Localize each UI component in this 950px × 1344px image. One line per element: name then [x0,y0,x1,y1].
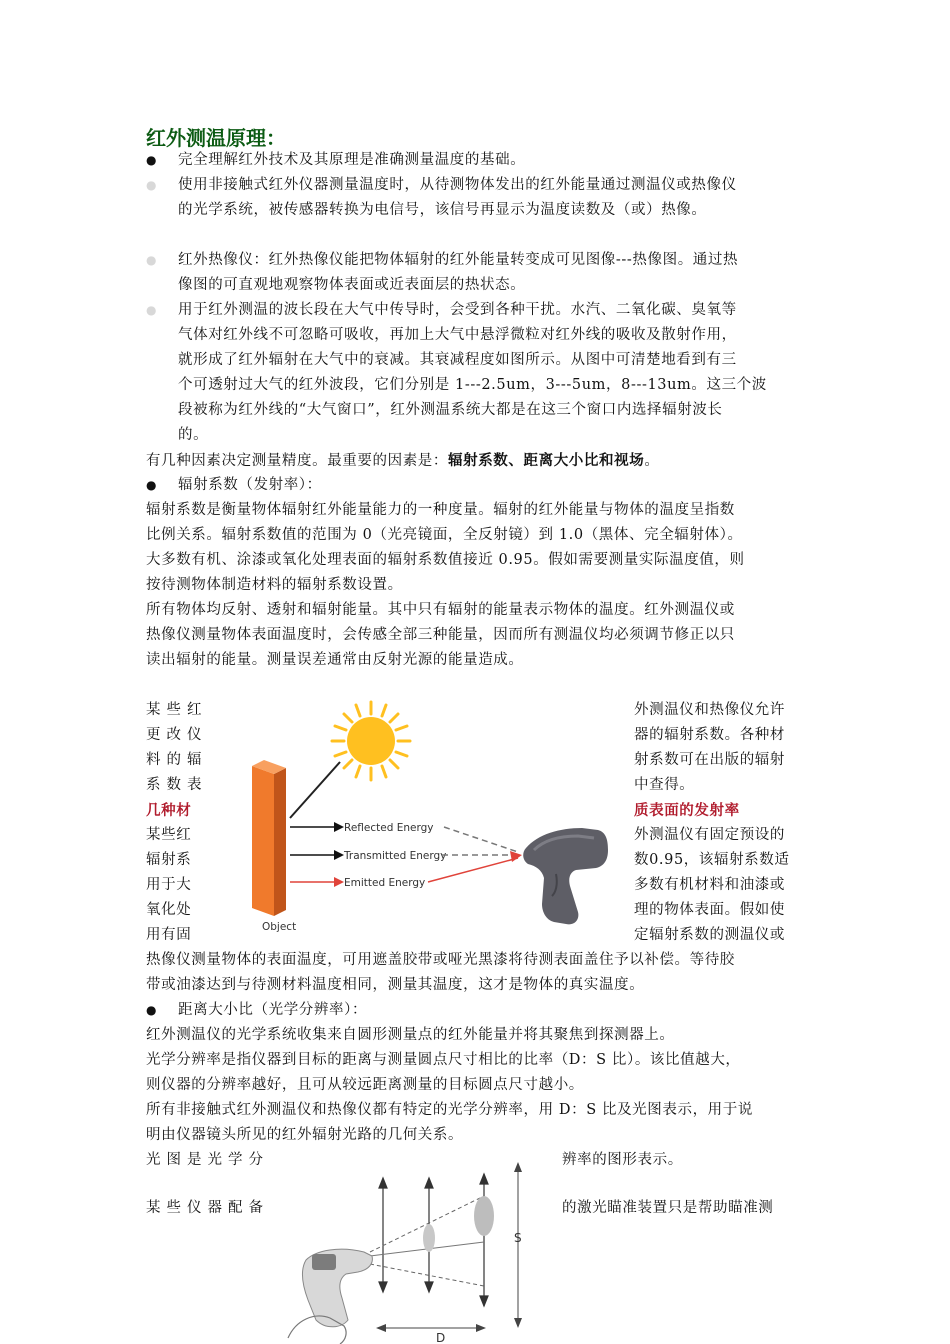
wrap-left-text: 辐射系 [146,852,192,868]
wrap-left-text: 更改仪 [146,727,208,743]
near-spot [423,1224,435,1252]
d-label: D [436,1331,446,1344]
emphasis-text: 辐射系数、距离大小比和视场 [448,452,645,469]
wrap-right-text: 定辐射系数的测温仪或 [634,927,785,943]
paragraph-text: 所有物体均反射、透射和辐射能量。其中只有辐射的能量表示物体的温度。红外测温仪或 [146,602,735,618]
paragraph-text: 像图的可直观地观察物体表面或近表面层的热状态。 [178,277,526,293]
paragraph-text: 带或油漆达到与待测材料温度相同，测量其温度，这才是物体的真实温度。 [146,977,645,993]
sun-icon [332,702,410,780]
paragraph-text: 个可透射过大气的红外波段，它们分别是 1---2.5um，3---5um，8---13um。这三个波 [178,377,767,393]
paragraph-text: 用于红外测温的波长段在大气中传导时，会受到各种干扰。水汽、二氧化碳、臭氧等 [178,302,737,318]
emitted-energy-label: Emitted Energy [344,877,426,889]
wrap-left-text: 系数表 [146,777,208,793]
reflected-energy-label: Reflected Energy [344,822,434,834]
transmitted-energy-label: Transmitted Energy [344,850,447,862]
wrap-right-text: 器的辐射系数。各种材 [634,727,785,743]
paragraph-text: 某些仪器配备 [146,1200,269,1216]
paragraph-text: 就形成了红外辐射在大气中的衰减。其衰减程度如图所示。从图中可清楚地看到有三 [178,352,737,368]
s-arrow-top-icon [514,1162,522,1172]
bullet-icon: ● [146,253,157,267]
emitted-arrow [290,877,344,887]
hand-held-thermometer-icon [288,1249,372,1344]
wrap-left-text: 氧化处 [146,902,192,918]
object-label: Object [262,921,297,933]
paragraph-text: 的光学系统，被传感器转换为电信号，该信号再显示为温度读数及（或）热像。 [178,202,707,218]
paragraph-text-part: 。 [644,453,660,469]
wrap-right-text: 理的物体表面。假如使 [634,902,785,918]
wrap-left-text: 用有固 [146,927,192,943]
wrap-right-emphasis: 质表面的发射率 [634,802,740,819]
wrap-right-text: 外测温仪和热像仪允许 [634,702,785,718]
wrap-left-text: 某些红 [146,827,192,843]
wrap-left-text: 料的辐 [146,752,208,768]
paragraph-text: 光图是光学分 [146,1152,269,1168]
paragraph-text: 则仪器的分辨率越好，且可从较远距离测量的目标圆点尺寸越小。 [146,1077,584,1093]
paragraph-text: 段被称为红外线的“大气窗口”，红外测温系统大都是在这三个窗口内选择辐射波长 [178,402,723,418]
paragraph-text: 的。 [178,427,209,443]
paragraph-text: 按待测物体制造材料的辐射系数设置。 [146,577,403,593]
section-heading: 辐射系数（发射率）： [178,477,322,493]
paragraph-text-part: 有几种因素决定测量精度。最重要的因素是： [146,453,448,469]
distance-spot-diagram [286,1150,546,1344]
emitted-arrowhead [510,851,522,862]
paragraph-text: 读出辐射的能量。测量误差通常由反射光源的能量造成。 [146,652,524,668]
paragraph-text: 明由仪器镜头所见的红外辐射光路的几何关系。 [146,1127,464,1143]
paragraph-text: 所有非接触式红外测温仪和热像仪都有特定的光学分辨率，用 D：S 比及光图表示，用于说 [146,1102,753,1118]
paragraph-text [146,448,659,474]
object-slab [252,760,286,916]
s-arrow-bottom-icon [514,1318,522,1328]
paragraph-text: 红外测温仪的光学系统收集来自圆形测量点的红外能量并将其聚焦到探测器上。 [146,1027,675,1043]
d-arrow-right-icon [476,1324,486,1332]
wrap-right-text: 中查得。 [634,777,695,793]
bullet-icon: ● [146,478,157,492]
thermometer-gun-icon [523,828,608,924]
paragraph-text: 完全理解红外技术及其原理是准确测量温度的基础。 [178,152,526,168]
paragraph-text: 比例关系。辐射系数值的范围为 0（光亮镜面，全反射镜）到 1.0（黑体、完全辐射体）。 [146,527,743,543]
paragraph-text: 光学分辨率是指仪器到目标的距离与测量圆点尺寸相比的比率（D：S 比）。该比值越大， [146,1052,741,1068]
paragraph-text: 气体对红外线不可忽略可吸收，再加上大气中悬浮微粒对红外线的吸收及散射作用， [178,327,737,343]
far-spot [474,1196,494,1236]
paragraph-text: 使用非接触式红外仪器测量温度时，从待测物体发出的红外能量通过测温仪或热像仪 [178,177,737,193]
paragraph-text: 辨率的图形表示。 [562,1152,683,1168]
bullet-icon: ● [146,303,157,317]
paragraph-text: 大多数有机、涂漆或氧化处理表面的辐射系数值接近 0.95。假如需要测量实际温度值，则 [146,552,745,568]
incident-ray [290,762,340,818]
wrap-right-text: 射系数可在出版的辐射 [634,752,785,768]
section-heading: 距离大小比（光学分辨率）： [178,1002,368,1018]
reflected-dashed-line [444,827,518,852]
wrap-left-emphasis: 几种材 [146,802,192,819]
transmitted-arrow [290,850,344,860]
paragraph-text: 辐射系数是衡量物体辐射红外能量能力的一种度量。辐射的红外能量与物体的温度呈指数 [146,502,735,518]
energy-diagram [238,690,623,940]
d-arrow-left-icon [376,1324,386,1332]
page-title: 红外测温原理： [146,126,286,150]
bullet-icon: ● [146,153,157,167]
wrap-right-text: 数0.95，该辐射系数适 [634,852,790,868]
s-label: S [514,1231,522,1245]
paragraph-text: 热像仪测量物体表面温度时，会传感全部三种能量，因而所有测温仪均必须调节修正以只 [146,627,735,643]
wrap-left-text: 用于大 [146,877,192,893]
bullet-icon: ● [146,178,157,192]
wrap-right-text: 外测温仪有固定预设的 [634,827,785,843]
paragraph-text: 热像仪测量物体的表面温度，可用遮盖胶带或哑光黑漆将待测表面盖住予以补偿。等待胶 [146,952,735,968]
paragraph-text: 的激光瞄准装置只是帮助瞄准测 [562,1200,774,1216]
paragraph-text: 红外热像仪：红外热像仪能把物体辐射的红外能量转变成可见图像---热像图。通过热 [178,252,739,268]
wrap-left-text: 某些红 [146,702,208,718]
wrap-right-text: 多数有机材料和油漆或 [634,877,785,893]
bullet-icon: ● [146,1003,157,1017]
reflected-arrow [290,822,344,832]
